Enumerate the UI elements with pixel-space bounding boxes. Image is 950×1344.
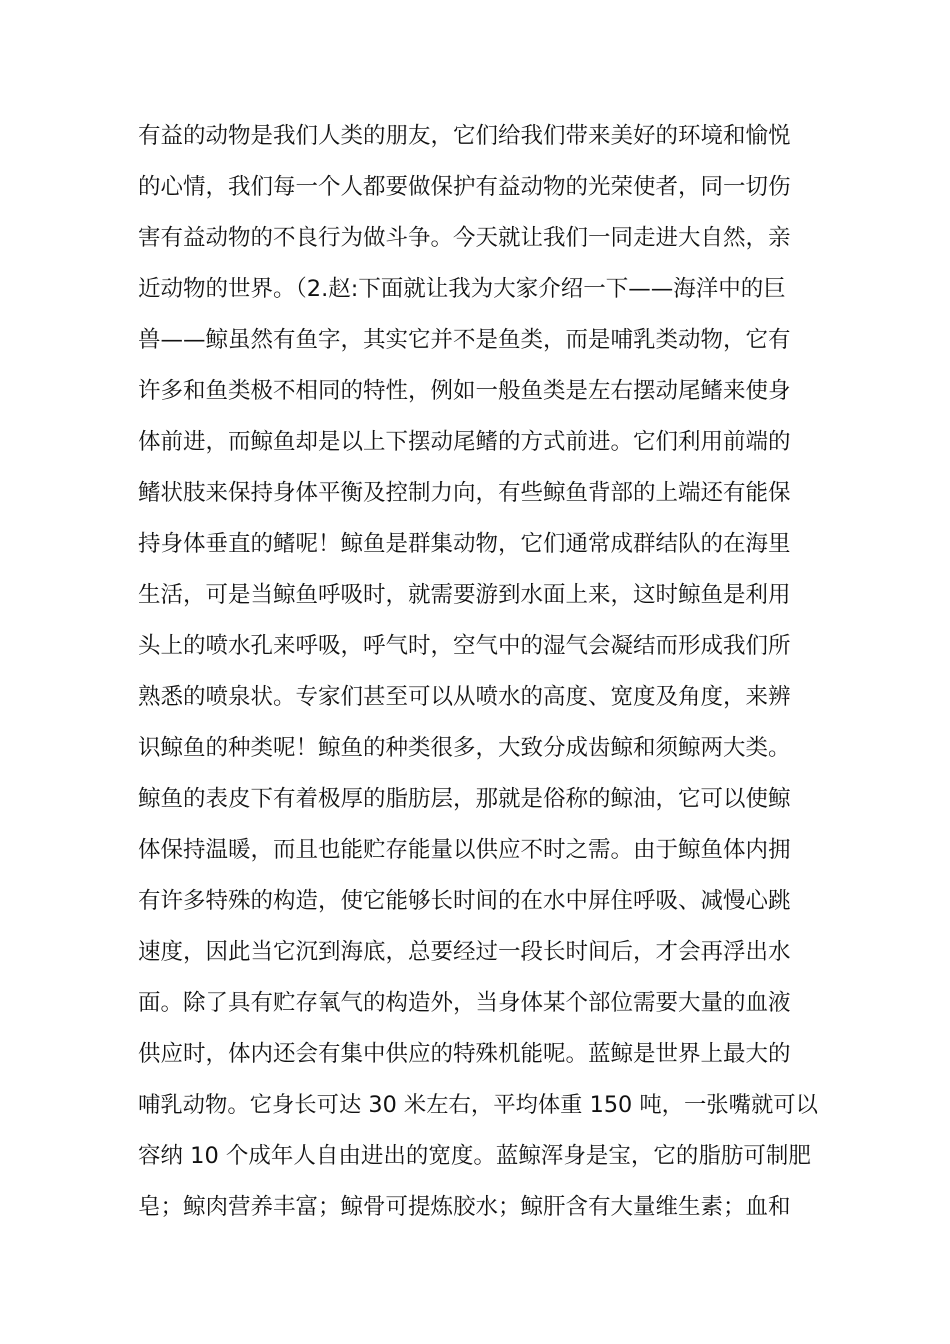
paragraph-line: 鳍状肢来保持身体平衡及控制力向，有些鲸鱼背部的上端还有能保	[138, 480, 791, 506]
paragraph-line: 兽——鲸虽然有鱼字，其实它并不是鱼类，而是哺乳类动物，它有	[138, 327, 791, 353]
paragraph-line: 许多和鱼类极不相同的特性，例如一般鱼类是左右摆动尾鳍来使身	[138, 378, 791, 404]
paragraph-line: 持身体垂直的鳍呢！鲸鱼是群集动物，它们通常成群结队的在海里	[138, 531, 791, 557]
paragraph-line: 容纳 10 个成年人自由进出的宽度。蓝鲸浑身是宝，它的脂肪可制肥	[138, 1143, 811, 1169]
paragraph-line: 速度，因此当它沉到海底，总要经过一段长时间后，才会再浮出水	[138, 939, 791, 965]
paragraph-line: 供应时，体内还会有集中供应的特殊机能呢。蓝鲸是世界上最大的	[138, 1041, 791, 1067]
paragraph-line: 哺乳动物。它身长可达 30 米左右，平均体重 150 吨，一张嘴就可以	[138, 1092, 818, 1118]
paragraph-line: 头上的喷水孔来呼吸，呼气时，空气中的湿气会凝结而形成我们所	[138, 633, 791, 659]
paragraph-line: 体前进，而鲸鱼却是以上下摆动尾鳍的方式前进。它们利用前端的	[138, 429, 791, 455]
paragraph-line: 近动物的世界。（2.赵:下面就让我为大家介绍一下——海洋中的巨	[138, 276, 786, 302]
paragraph-line: 熟悉的喷泉状。专家们甚至可以从喷水的高度、宽度及角度，来辨	[138, 684, 791, 710]
paragraph-line: 鲸鱼的表皮下有着极厚的脂肪层，那就是俗称的鲸油，它可以使鲸	[138, 786, 791, 812]
paragraph-line: 识鲸鱼的种类呢！鲸鱼的种类很多，大致分成齿鲸和须鲸两大类。	[138, 735, 791, 761]
paragraph-line: 有许多特殊的构造，使它能够长时间的在水中屏住呼吸、减慢心跳	[138, 888, 791, 914]
paragraph-line: 害有益动物的不良行为做斗争。今天就让我们一同走进大自然，亲	[138, 225, 791, 251]
paragraph-line: 面。除了具有贮存氧气的构造外，当身体某个部位需要大量的血液	[138, 990, 791, 1016]
paragraph-line: 体保持温暖，而且也能贮存能量以供应不时之需。由于鲸鱼体内拥	[138, 837, 791, 863]
paragraph-line: 有益的动物是我们人类的朋友，它们给我们带来美好的环境和愉悦	[138, 123, 791, 149]
paragraph-line: 的心情，我们每一个人都要做保护有益动物的光荣使者，同一切伤	[138, 174, 791, 200]
paragraph-line: 生活，可是当鲸鱼呼吸时，就需要游到水面上来，这时鲸鱼是利用	[138, 582, 791, 608]
paragraph-line: 皂；鲸肉营养丰富；鲸骨可提炼胶水；鲸肝含有大量维生素；血和	[138, 1194, 791, 1220]
